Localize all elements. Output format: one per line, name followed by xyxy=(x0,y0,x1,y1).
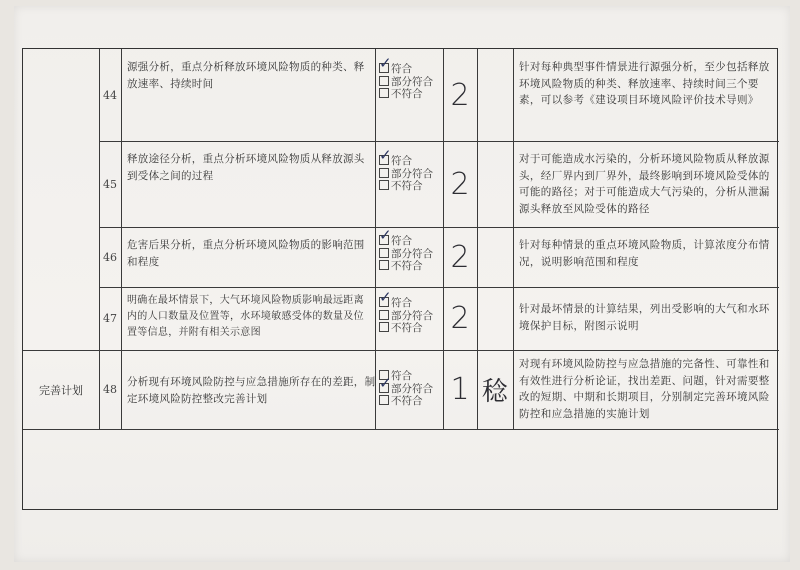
remark-handwritten: 稔 xyxy=(481,377,508,407)
assessment-table xyxy=(22,48,778,510)
item-description: 释放途径分析，重点分析环境风险物质从释放源头到受体之间的过程 xyxy=(127,153,365,182)
checkbox-checked[interactable] xyxy=(379,373,392,393)
checkbox[interactable] xyxy=(379,248,389,258)
option-compliant[interactable]: ✓ 符合 xyxy=(379,227,412,247)
table-row xyxy=(23,350,777,429)
score-handwritten: 1 xyxy=(450,372,470,407)
check-mark-icon: ✓ xyxy=(379,288,392,306)
row-number: 45 xyxy=(103,177,117,191)
item-description: 源强分析，重点分析释放环境风险物质的种类、释放速率、持续时间 xyxy=(127,61,365,90)
row-number: 44 xyxy=(103,88,117,102)
section-label: 完善计划 xyxy=(39,383,83,397)
remark xyxy=(477,287,513,350)
table-row xyxy=(23,287,777,350)
option-partial[interactable]: 部分符合 xyxy=(379,310,445,323)
remark xyxy=(477,227,513,287)
score-handwritten: 2 xyxy=(450,77,470,113)
score-handwritten: 2 xyxy=(450,301,470,336)
check-mark-icon: ✓ xyxy=(379,373,392,392)
checkbox-checked[interactable] xyxy=(379,54,392,73)
checkbox[interactable] xyxy=(379,310,389,320)
checkbox[interactable] xyxy=(379,88,389,98)
option-compliant[interactable]: ✓ 符合 xyxy=(379,146,412,167)
item-description: 危害后果分析，重点分析环境风险物质的影响范围和程度 xyxy=(127,239,365,268)
score-handwritten: 2 xyxy=(450,239,470,275)
requirement-text: 针对最坏情景的计算结果，列出受影响的大气和水环境保护目标，附图示说明 xyxy=(519,303,770,332)
checkbox[interactable] xyxy=(379,322,389,332)
option-noncompliant[interactable]: 不符合 xyxy=(379,260,445,273)
option-partial[interactable]: 部分符合 xyxy=(379,248,445,261)
requirement-text: 对现有环境风险防控与应急措施的完备性、可靠性和有效性进行分析论证，找出差距、问题，针对需要整改的短期、中期和长期项目，分别制定完善环境风险防控和应急措施的实施计划 xyxy=(519,358,770,420)
compliance-options xyxy=(375,141,445,227)
checkbox-checked[interactable] xyxy=(379,146,392,165)
option-noncompliant[interactable]: 不符合 xyxy=(379,395,445,408)
checkbox[interactable] xyxy=(379,168,389,178)
table-row xyxy=(23,141,777,227)
table-row xyxy=(23,49,777,141)
compliance-options xyxy=(375,350,445,429)
remark xyxy=(477,141,513,227)
option-noncompliant[interactable]: 不符合 xyxy=(379,322,445,335)
option-noncompliant[interactable]: 不符合 xyxy=(379,88,445,101)
option-partial[interactable]: 部分符合 xyxy=(379,168,445,181)
row-number: 48 xyxy=(103,383,117,396)
requirement-text: 对于可能造成水污染的，分析环境风险物质从释放源头，经厂界内到厂界外，最终影响到环境风险受体的可能的路径；对于可能造成大气污染的，分析从泄漏源头释放至风险受体的路径 xyxy=(519,153,770,215)
check-mark-icon: ✓ xyxy=(379,146,392,164)
check-mark-icon: ✓ xyxy=(379,227,392,244)
compliance-options xyxy=(375,227,445,287)
option-compliant[interactable]: ✓ 符合 xyxy=(379,54,412,75)
option-noncompliant[interactable]: 不符合 xyxy=(379,180,445,193)
check-mark-icon: ✓ xyxy=(379,54,392,72)
requirement-text: 针对每种典型事件情景进行源强分析，至少包括释放环境风险物质的种类、释放速率、持续时间三个要素，可以参考《建设项目环境风险评价技术导则》 xyxy=(519,61,770,106)
remark xyxy=(477,49,513,141)
row-number: 46 xyxy=(103,250,117,264)
checkbox[interactable] xyxy=(379,180,389,190)
requirement-text: 针对每种情景的重点环境风险物质，计算浓度分布情况，说明影响范围和程度 xyxy=(519,239,770,268)
compliance-options xyxy=(375,49,445,141)
score-handwritten: 2 xyxy=(450,166,470,202)
option-compliant[interactable]: 符合 xyxy=(379,370,445,383)
checkbox[interactable] xyxy=(379,260,389,270)
item-description: 分析现有环境风险防控与应急措施所存在的差距，制定环境风险防控整改完善计划 xyxy=(127,376,376,405)
item-description: 明确在最坏情景下，大气环境风险物质影响最远距离内的人口数量及位置等，水环境敏感受体的数量及位置等信息，并附有相关示意图 xyxy=(127,295,364,338)
row-number: 47 xyxy=(103,312,117,325)
checkbox-checked[interactable] xyxy=(379,227,392,245)
table-row xyxy=(23,227,777,287)
option-partial[interactable]: 部分符合 xyxy=(379,76,445,89)
option-partial[interactable]: ✓ 部分符合 xyxy=(379,373,433,395)
compliance-options xyxy=(375,287,445,350)
divider xyxy=(23,429,779,430)
checkbox[interactable] xyxy=(379,395,389,405)
checkbox[interactable] xyxy=(379,76,389,86)
checkbox-checked[interactable] xyxy=(379,288,392,307)
option-compliant[interactable]: ✓ 符合 xyxy=(379,288,412,309)
